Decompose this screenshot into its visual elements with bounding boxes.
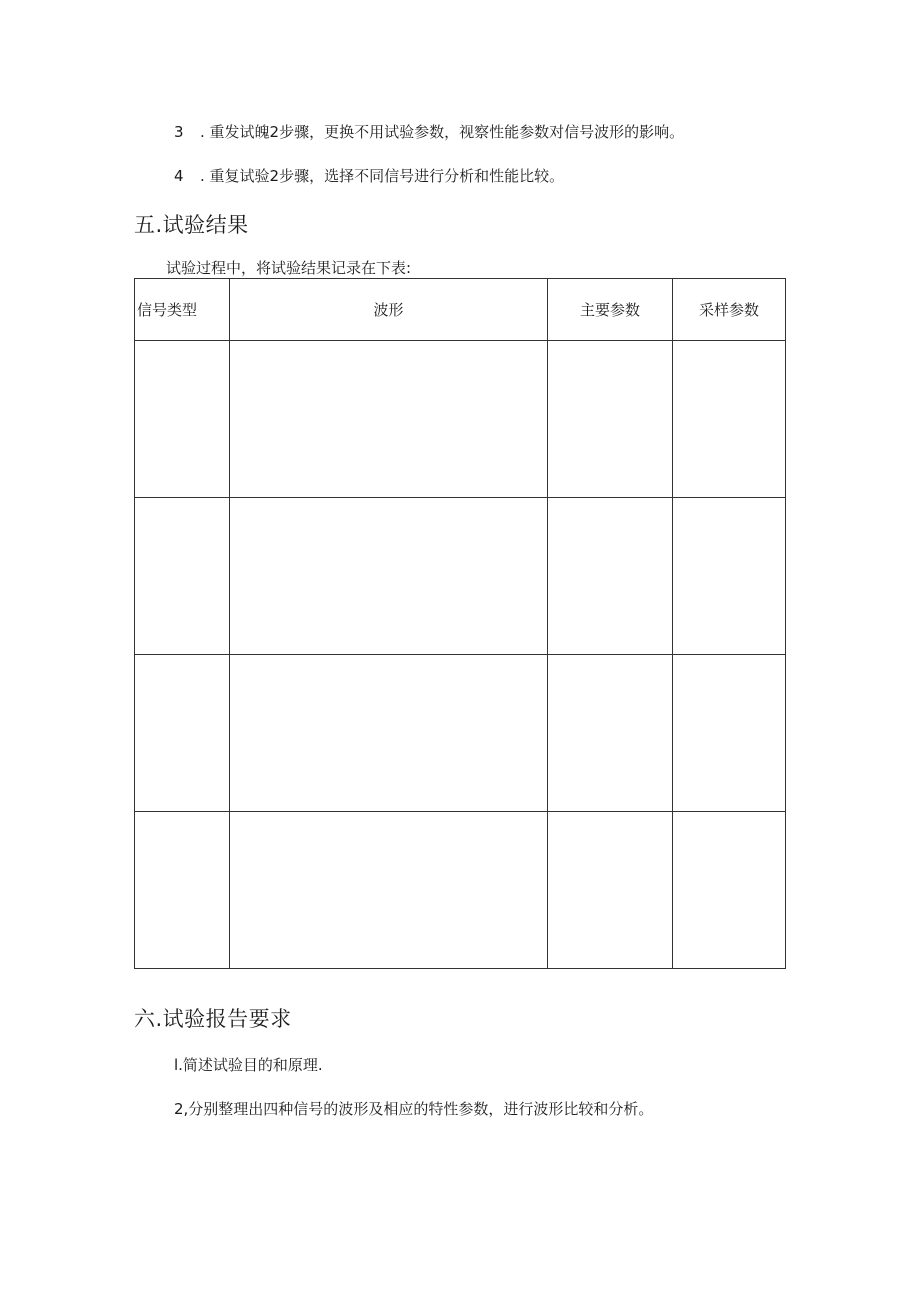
table-row	[135, 498, 786, 655]
table-cell	[135, 341, 230, 498]
step-3	[174, 121, 684, 142]
step-4	[174, 165, 564, 186]
table-cell	[548, 655, 673, 812]
table-cell	[673, 498, 786, 655]
step-text: . 重复试验2步骤，选择不同信号进行分析和性能比较。	[200, 167, 565, 185]
table-cell	[230, 812, 548, 969]
step-number: 4	[174, 167, 184, 185]
table-cell	[230, 655, 548, 812]
header-waveform: 波形	[230, 279, 548, 341]
table-cell	[673, 341, 786, 498]
table-row	[135, 341, 786, 498]
requirement-item-1: l.简述试验目的和原理.	[174, 1056, 323, 1074]
table-cell	[230, 498, 548, 655]
table-cell	[673, 812, 786, 969]
step-text: . 重发试魄2步骤，更换不用试验参数，视察性能参数对信号波形的影响。	[200, 123, 685, 141]
table-cell	[230, 341, 548, 498]
table-cell	[548, 498, 673, 655]
table-cell	[135, 812, 230, 969]
header-main-params: 主要参数	[548, 279, 673, 341]
table-row	[135, 655, 786, 812]
header-signal-type: 信号类型	[135, 279, 230, 341]
section-5-intro: 试验过程中，将试验结果记录在下表:	[166, 259, 412, 277]
table-cell	[548, 812, 673, 969]
table-row	[135, 812, 786, 969]
section-5-heading: 五.试验结果	[134, 213, 249, 237]
table-cell	[548, 341, 673, 498]
table-cell	[673, 655, 786, 812]
table-header-row	[135, 279, 786, 341]
requirement-item-2: 2,分别整理出四种信号的波形及相应的特性参数，进行波形比较和分析。	[174, 1100, 654, 1118]
results-table	[134, 278, 786, 969]
table-cell	[135, 655, 230, 812]
section-6-heading: 六.试验报告要求	[134, 1007, 292, 1031]
header-sampling-params: 采样参数	[673, 279, 786, 341]
table-cell	[135, 498, 230, 655]
step-number: 3	[174, 123, 184, 141]
